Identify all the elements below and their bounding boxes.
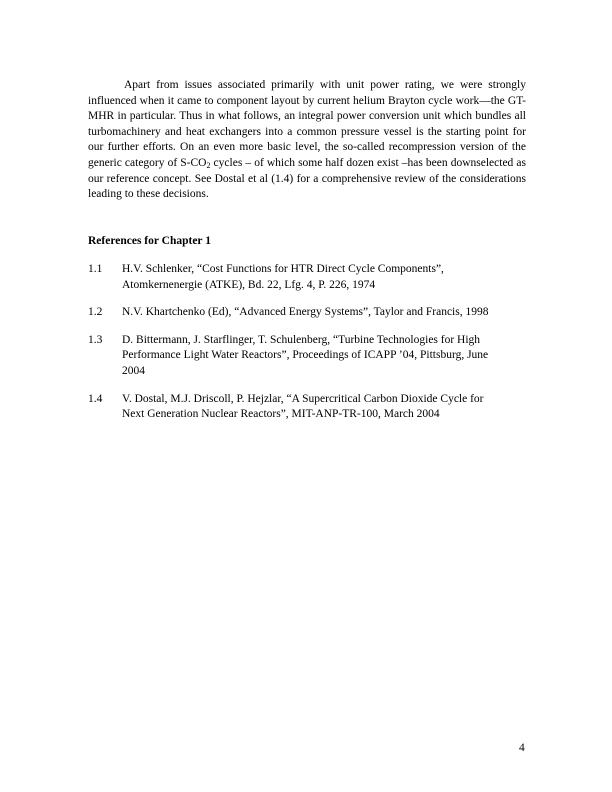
reference-line: 2004 xyxy=(122,364,145,377)
reference-text xyxy=(122,333,528,380)
reference-line: V. Dostal, M.J. Driscoll, P. Hejzlar, “A Supercritical Carbon Dioxide Cycle for xyxy=(122,392,484,405)
reference-line: D. Bittermann, J. Starflinger, T. Schulenberg, “Turbine Technologies for High xyxy=(122,333,481,346)
reference-text xyxy=(122,262,528,293)
reference-line: N.V. Khartchenko (Ed), “Advanced Energy Systems”, Taylor and Francis, 1998 xyxy=(122,306,489,319)
reference-text xyxy=(122,305,528,321)
reference-line: Performance Light Water Reactors”, Proceedings of ICAPP ’04, Pittsburg, June xyxy=(122,349,489,362)
page-number: 4 xyxy=(519,742,525,754)
reference-number: 1.3 xyxy=(88,333,103,346)
references-list xyxy=(88,262,528,435)
reference-number: 1.4 xyxy=(88,392,103,405)
reference-text xyxy=(122,392,528,423)
body-text-after-subscript: cycles – of which some half dozen exist –has been downselected as our reference concept. See Dostal et al (1.4) for a comprehensive review of the considerations leading to these decisions. xyxy=(88,156,526,201)
reference-item xyxy=(88,333,528,380)
reference-line: Atomkernenergie (ATKE), Bd. 22, Lfg. 4, P. 226, 1974 xyxy=(122,278,376,291)
co2-subscript: 2 xyxy=(206,160,211,170)
reference-number: 1.1 xyxy=(88,263,103,275)
reference-line: Next Generation Nuclear Reactors”, MIT-ANP-TR-100, March 2004 xyxy=(122,408,440,421)
reference-item xyxy=(88,392,528,423)
reference-item xyxy=(88,305,528,321)
reference-line: H.V. Schlenker, “Cost Functions for HTR Direct Cycle Components”, xyxy=(122,263,444,275)
body-text-before-subscript: Apart from issues associated primarily with unit power rating, we were strongly influenced when it came to component layout by current helium Brayton cycle work—the GT-MHR in particular. Thus in what follows, an integral power conversion unit which bundles all turbomachinery and heat exchangers into a common pressure vessel is the starting point for our further efforts. On an even more basic level, the so-called recompression version of the generic category of S-CO xyxy=(88,79,526,169)
reference-number: 1.2 xyxy=(88,306,103,319)
body-paragraph xyxy=(88,78,526,203)
references-heading: References for Chapter 1 xyxy=(88,235,211,247)
reference-item xyxy=(88,262,528,293)
